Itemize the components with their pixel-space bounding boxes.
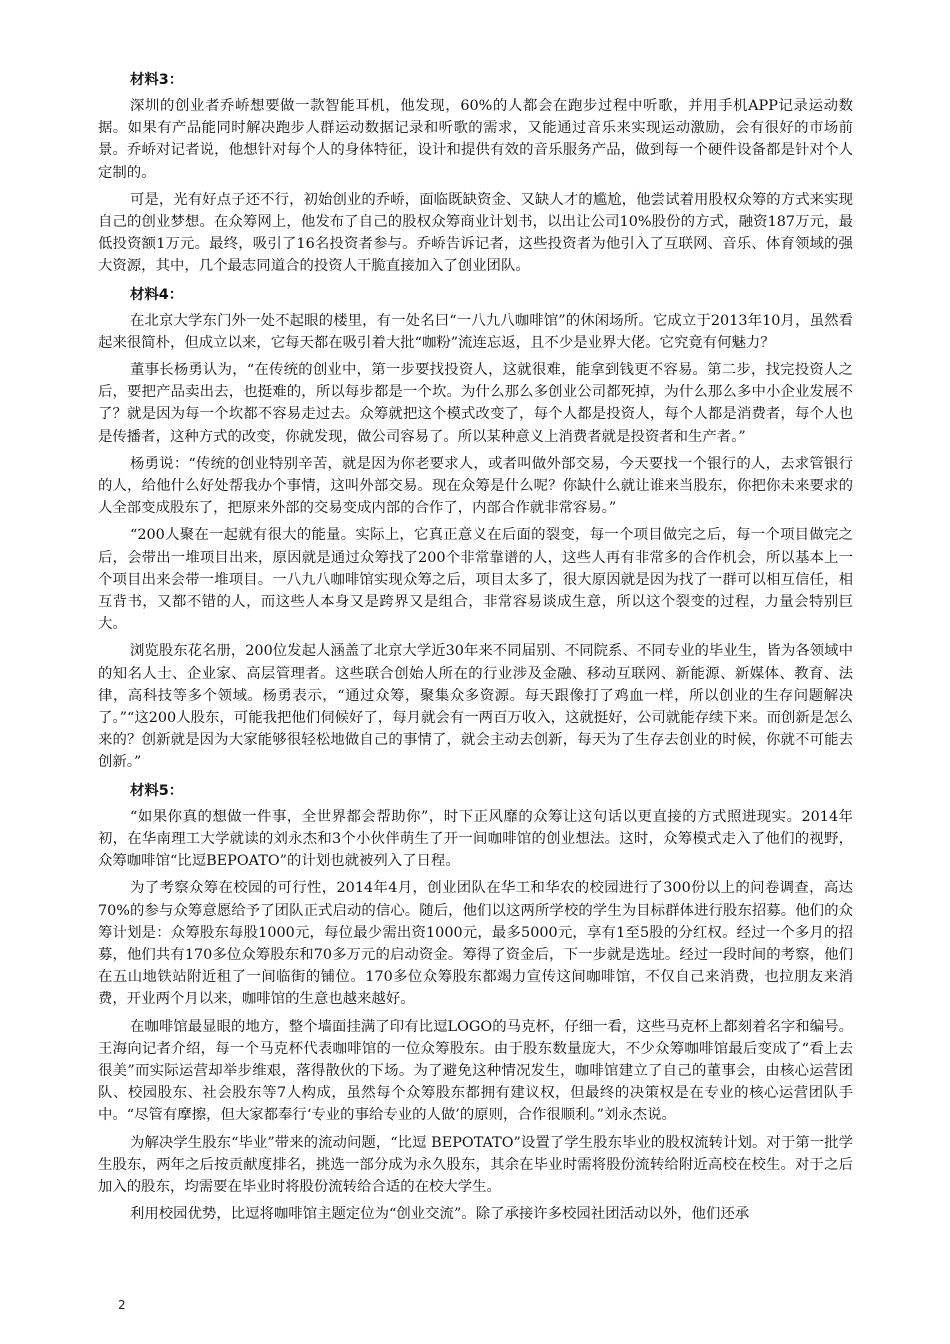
- paragraph: 利用校园优势，比逗将咖啡馆主题定位为“创业交流”。除了承接许多校园社团活动以外，他们还承: [130, 1206, 750, 1223]
- section-material-5: [98, 779, 853, 1226]
- paragraph: 浏览股东花名册，200位发起人涵盖了北京大学近30年来不同届别、不同院系、不同专业的毕业生，皆为各领域中的知名人士、企业家、高层管理者。这些联合创始人所在的行业涉及金融、移动互联网、新能源、新媒体、教育、法律，高科技等多个领域。杨勇表示，“通过众筹，聚集众多资源。每天跟像打了鸡血一样，所以创业的生存问题解决了。”“这200人股东，可能我把他们伺候好了，每月就会有一两百万收入，这就挺好，公司就能存续下来。而创新是怎么来的？创新就是因为大家能够很轻松地做自己的事情了，就会主动去创新，每天为了生存去创业的时候，你就不可能去创新。”: [98, 643, 853, 771]
- paragraph: 在北京大学东门外一处不起眼的楼里，有一处名曰“一八九八咖啡馆”的休闲场所。它成立于2013年10月，虽然看起来很简朴，但成立以来，它每天都在吸引着大批“咖粉”流连忘返，且不少是业界大佬。它究竟有何魅力？: [98, 312, 853, 351]
- paragraph: 为解决学生股东“毕业”带来的流动问题，“比逗 BEPOTATO”设置了学生股东毕业的股权流转计划。对于第一批学生股东，两年之后按贡献度排名，挑选一部分成为永久股东，其余在毕业时需将股份流转给附近高校在校生。对于之后加入的股东，均需要在毕业时将股份流转给合适的在校大学生。: [98, 1134, 853, 1195]
- paragraph: 杨勇说：“传统的创业特别辛苦，就是因为你老要求人，或者叫做外部交易，今天要找一个银行的人，去求管银行的人，给他什么好处帮我办个事情，这叫外部交易。现在众筹是什么呢？你缺什么就让谁来当股东，你把你未来要求的人全部变成股东了，把原来外部的交易变成内部的合作了，内部合作就非常容易。”: [98, 455, 853, 517]
- section-material-4: [98, 283, 853, 774]
- section-heading: 材料5：: [130, 782, 184, 799]
- paragraph: 深圳的创业者乔峤想要做一款智能耳机，他发现，60%的人都会在跑步过程中听歌，并用手机APP记录运动数据。如果有产品能同时解决跑步人群运动数据记录和听歌的需求，又能通过音乐来实现运动激励，会有很好的市场前景。乔峤对记者说，他想针对每个人的身体特征，设计和提供有效的音乐服务产品，做到每一个硬件设备都是针对个人定制的。: [98, 98, 853, 181]
- paragraph: 董事长杨勇认为，“在传统的创业中，第一步要找投资人，这就很难，能拿到钱更不容易。第二步，找完投资人之后，要把产品卖出去，也挺难的，所以每步都是一个坎。为什么那么多创业公司都死掉，为什么那么多中小企业发展不了？就是因为每一个坎都不容易走过去。众筹就把这个模式改变了，每个人都是投资人，每个人都是消费者，每个人也是传播者，这种方式的改变，你就发现，做公司容易了。所以某种意义上消费者就是投资者和生产者。”: [98, 362, 853, 445]
- page-number: 2: [118, 1298, 126, 1312]
- paragraph: “如果你真的想做一件事，全世界都会帮助你”，时下正风靡的众筹让这句话以更直接的方式照进现实。2014年初，在华南理工大学就读的刘永杰和3个小伙伴萌生了开一间咖啡馆的创业想法。这时，众筹模式走入了他们的视野，众筹咖啡馆“比逗BEPOATO”的计划也就被列入了日程。: [98, 808, 853, 870]
- page-content: [98, 68, 853, 1230]
- section-heading: 材料3：: [130, 72, 184, 88]
- paragraph: “200人聚在一起就有很大的能量。实际上，它真正意义在后面的裂变，每一个项目做完之后，每一个项目做完之后，会带出一堆项目出来，原因就是通过众筹找了200个非常靠谱的人，这些人再有非常多的合作机会，所以基本上一个项目出来会带一堆项目。一八九八咖啡馆实现众筹之后，项目太多了，很大原因就是因为找了一群可以相互信任，相互背书，又都不错的人，而这些人本身又是跨界又是组合，非常容易谈成生意，所以这个裂变的过程，力量会特别巨大。: [98, 527, 853, 633]
- paragraph: 在咖啡馆最显眼的地方，整个墙面挂满了印有比逗LOGO的马克杯，仔细一看，这些马克杯上都刻着名字和编号。王海向记者介绍，每一个马克杯代表咖啡馆的一位众筹股东。由于股东数量庞大，不少众筹咖啡馆最后变成了“看上去很美”而实际运营却举步维艰，落得散伙的下场。为了避免这种情况发生，咖啡馆建立了自己的董事会，由核心运营团队、校园股东、社会股东等7人构成，虽然每个众筹股东都拥有建议权，但最终的决策权是在专业的核心运营团队手中。“尽管有摩擦，但大家都奉行‘专业的事给专业的人做’的原则，合作很顺利。”刘永杰说。: [98, 1018, 853, 1124]
- section-material-3: [98, 68, 853, 278]
- paragraph: 可是，光有好点子还不行，初始创业的乔峤，面临既缺资金、又缺人才的尴尬，他尝试着用股权众筹的方式来实现自己的创业梦想。在众筹网上，他发布了自己的股权众筹商业计划书，以出让公司10%股份的方式，融资187万元，最低投资额1万元。最终，吸引了16名投资者参与。乔峤告诉记者，这些投资者为他引入了互联网、音乐、体育领域的强大资源，其中，几个最志同道合的投资人干脆直接加入了创业团队。: [98, 191, 853, 275]
- paragraph: 为了考察众筹在校园的可行性，2014年4月，创业团队在华工和华农的校园进行了300份以上的问卷调查，高达70%的参与众筹意愿给予了团队正式启动的信心。随后，他们以这两所学校的学生为目标群体进行股东招募。他们的众筹计划是：众筹股东每股1000元，每位最少需出资1000元，最多5000元，享有1至5股的分红权。经过一个多月的招募，他们共有170多位众筹股东和70多万元的启动资金。筹得了资金后，下一步就是选址。经过一段时间的考察，他们在五山地铁站附近租了一间临街的铺位。170多位众筹股东都竭力宣传这间咖啡馆，不仅自己来消费，也拉朋友来消费，开业两个月以来，咖啡馆的生意也越来越好。: [98, 880, 853, 1008]
- section-heading: 材料4：: [130, 286, 184, 303]
